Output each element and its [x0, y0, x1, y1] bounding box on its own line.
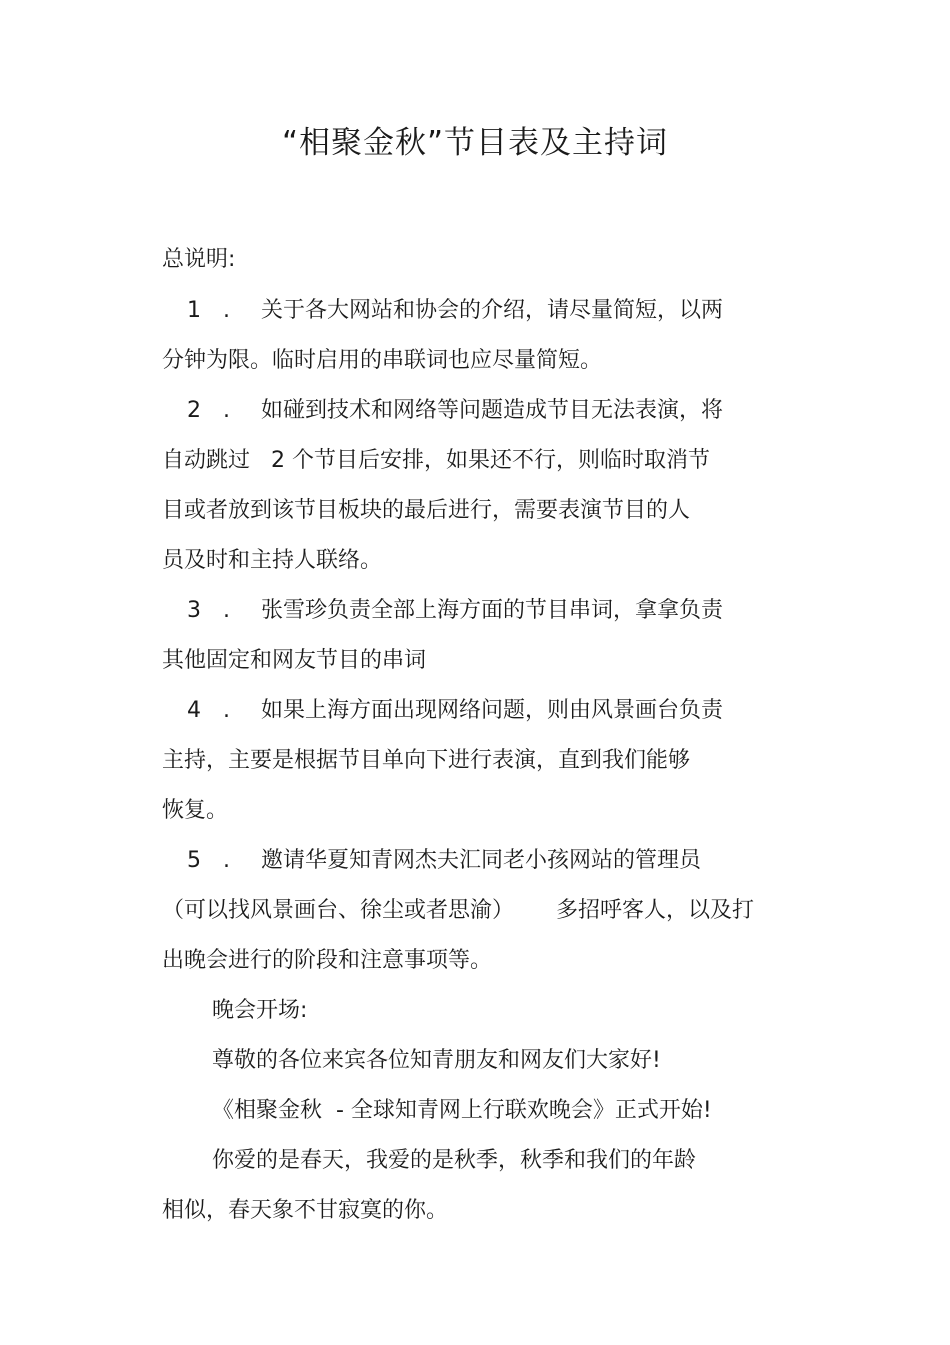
- item-continuation: 员及时和主持人联络。: [162, 548, 383, 573]
- item-continuation: 出晚会进行的阶段和注意事项等。: [162, 948, 493, 973]
- item-text: 关于各大网站和协会的介绍，请尽量简短，以两: [261, 298, 724, 323]
- item-marker: .: [223, 698, 230, 723]
- opening-paragraph: 你爱的是春天，我爱的是秋季，秋季和我们的年龄: [212, 1148, 697, 1173]
- list-item-5: [162, 846, 701, 876]
- item-number: 4: [187, 698, 201, 723]
- item-number: 2: [187, 398, 201, 423]
- opening-label: 晚会开场:: [212, 998, 308, 1023]
- list-item-4: [162, 696, 723, 726]
- item-text: 如碰到技术和网络等问题造成节目无法表演，将: [261, 398, 724, 423]
- item-number: 5: [187, 848, 201, 873]
- item-marker: .: [223, 598, 230, 623]
- item-text: 如果上海方面出现网络问题，则由风景画台负责: [261, 698, 724, 723]
- list-item-3: [162, 596, 723, 626]
- item-continuation: 其他固定和网友节目的串词: [162, 648, 427, 673]
- document-title: “相聚金秋”节目表及主持词: [281, 125, 669, 161]
- item-marker: .: [223, 848, 230, 873]
- list-item-2: [162, 396, 723, 426]
- list-item-1: [162, 296, 723, 326]
- item-continuation: 分钟为限。临时启用的串联词也应尽量简短。: [162, 348, 603, 373]
- item-continuation: 自动跳过 2 个节目后安排，如果还不行，则临时取消节: [162, 448, 710, 473]
- intro-label: 总说明:: [162, 247, 236, 272]
- item-continuation: 目或者放到该节目板块的最后进行，需要表演节目的人: [162, 498, 691, 523]
- item-continuation: 主持，主要是根据节目单向下进行表演，直到我们能够: [162, 748, 691, 773]
- item-marker: .: [223, 298, 230, 323]
- item-continuation: （可以找风景画台、徐尘或者思渝） 多招呼客人，以及打: [162, 898, 754, 923]
- opening-greeting: 尊敬的各位来宾各位知青朋友和网友们大家好!: [212, 1048, 661, 1073]
- opening-paragraph-continuation: 相似，春天象不甘寂寞的你。: [162, 1198, 449, 1223]
- item-text: 张雪珍负责全部上海方面的节目串词，拿拿负责: [261, 598, 724, 623]
- item-text: 邀请华夏知青网杰夫汇同老小孩网站的管理员: [261, 848, 702, 873]
- item-marker: .: [223, 398, 230, 423]
- item-continuation: 恢复。: [162, 798, 229, 823]
- opening-announcement: 《相聚金秋 - 全球知青网上行联欢晚会》正式开始!: [212, 1098, 712, 1123]
- item-number: 3: [187, 598, 201, 623]
- item-number: 1: [187, 298, 201, 323]
